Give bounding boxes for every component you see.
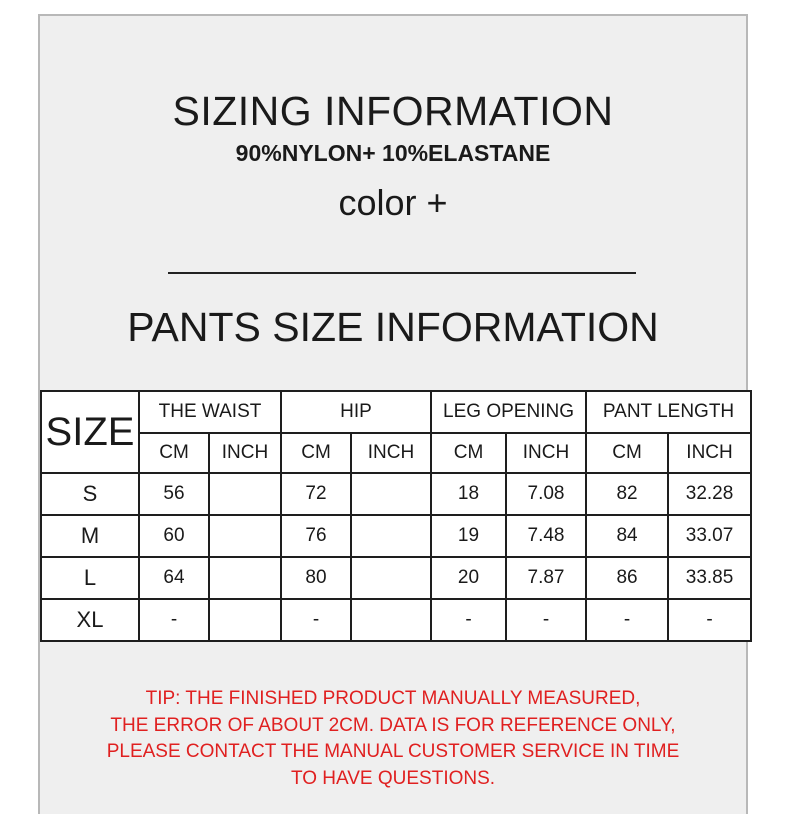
tip-note — [40, 686, 746, 792]
sizing-panel — [38, 14, 748, 814]
divider — [168, 272, 636, 274]
table-cell: 19 — [431, 515, 506, 557]
table-cell: 72 — [281, 473, 351, 515]
size-column-header: SIZE — [41, 391, 139, 473]
table-cell: 18 — [431, 473, 506, 515]
unit-header: INCH — [351, 433, 431, 473]
size-table — [40, 390, 752, 642]
table-cell: 84 — [586, 515, 668, 557]
table-row — [41, 599, 751, 641]
table-header-units — [41, 433, 751, 473]
table-row — [41, 515, 751, 557]
tip-line: THE ERROR OF ABOUT 2CM. DATA IS FOR REFERENCE ONLY, — [110, 714, 676, 736]
group-header-hip: HIP — [281, 391, 431, 433]
group-header-pant-length: PANT LENGTH — [586, 391, 751, 433]
tip-line: PLEASE CONTACT THE MANUAL CUSTOMER SERVICE IN TIME — [106, 741, 680, 762]
group-header-waist: THE WAIST — [139, 391, 281, 433]
table-cell: 76 — [281, 515, 351, 557]
table-cell: 86 — [586, 557, 668, 599]
table-cell: - — [586, 599, 668, 641]
unit-header: INCH — [506, 433, 586, 473]
table-cell: - — [281, 599, 351, 641]
unit-header: INCH — [668, 433, 751, 473]
table-cell: - — [139, 599, 209, 641]
color-label: color + — [338, 182, 448, 223]
unit-header: CM — [586, 433, 668, 473]
table-cell — [209, 473, 281, 515]
table-cell: 33.07 — [668, 515, 751, 557]
table-cell: 7.48 — [506, 515, 586, 557]
table-cell — [209, 599, 281, 641]
size-cell: S — [41, 473, 139, 515]
table-cell: 82 — [586, 473, 668, 515]
tip-line: TIP: THE FINISHED PRODUCT MANUALLY MEASURED, — [145, 688, 641, 709]
table-cell: 56 — [139, 473, 209, 515]
material-composition: 90%NYLON+ 10%ELASTANE — [235, 140, 551, 166]
table-row — [41, 557, 751, 599]
table-cell: 7.08 — [506, 473, 586, 515]
table-cell: 32.28 — [668, 473, 751, 515]
size-cell: L — [41, 557, 139, 599]
group-header-leg-opening: LEG OPENING — [431, 391, 586, 433]
size-cell: M — [41, 515, 139, 557]
table-cell: - — [668, 599, 751, 641]
page-title: SIZING INFORMATION — [172, 88, 614, 134]
table-cell: 80 — [281, 557, 351, 599]
size-cell: XL — [41, 599, 139, 641]
unit-header: CM — [431, 433, 506, 473]
table-cell: 64 — [139, 557, 209, 599]
section-title: PANTS SIZE INFORMATION — [127, 304, 659, 350]
table-cell — [209, 515, 281, 557]
table-cell — [351, 557, 431, 599]
unit-header: CM — [139, 433, 209, 473]
table-cell: 60 — [139, 515, 209, 557]
table-cell — [351, 599, 431, 641]
table-cell: 7.87 — [506, 557, 586, 599]
table-row — [41, 473, 751, 515]
unit-header: CM — [281, 433, 351, 473]
table-cell: - — [431, 599, 506, 641]
table-cell — [209, 557, 281, 599]
table-cell: 20 — [431, 557, 506, 599]
table-header-groups — [41, 391, 751, 433]
table-cell: 33.85 — [668, 557, 751, 599]
table-cell: - — [506, 599, 586, 641]
table-cell — [351, 515, 431, 557]
table-cell — [351, 473, 431, 515]
unit-header: INCH — [209, 433, 281, 473]
tip-line: TO HAVE QUESTIONS. — [290, 767, 496, 789]
